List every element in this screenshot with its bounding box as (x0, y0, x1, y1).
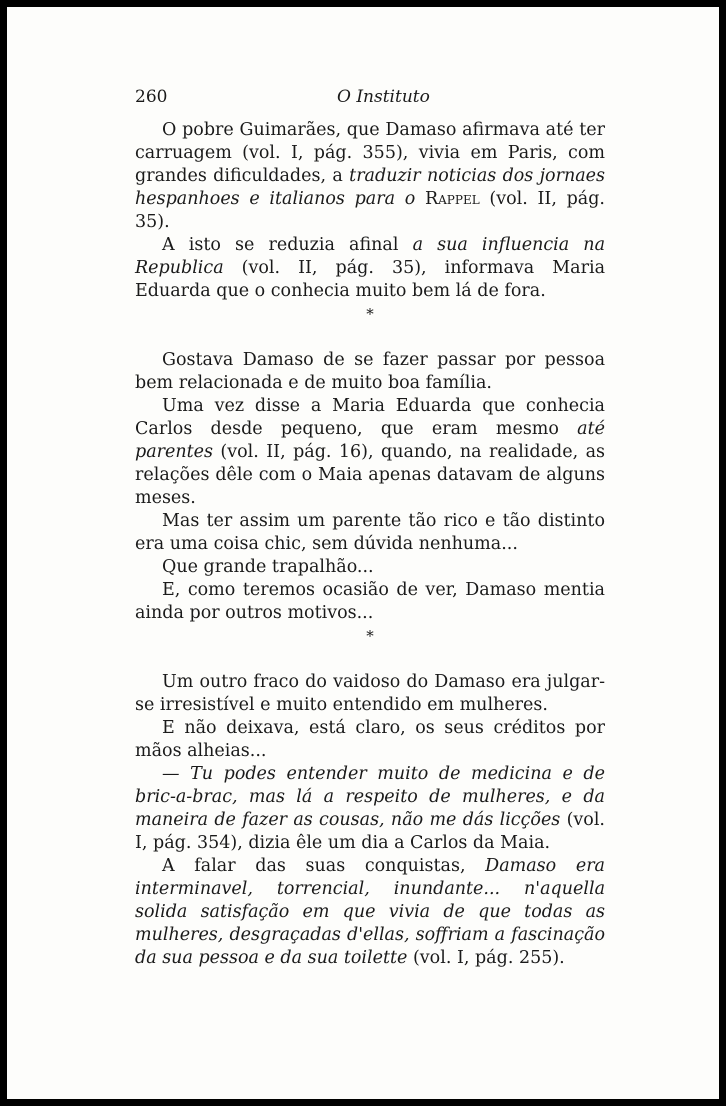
page-header (135, 87, 607, 111)
body-text (135, 119, 605, 970)
paragraph: Mas ter assim um parente tão rico e tão distinto era uma coisa chic, sem dúvida nenhuma... (135, 511, 605, 554)
paragraph: Que grande trapalhão... (162, 557, 374, 577)
paragraph: A isto se reduzia afinal a sua influencia na Republica (vol. II, pág. 35), informava Maria Eduarda que o conhecia muito bem lá de fora. (135, 235, 606, 301)
paragraph: E não deixava, está claro, os seus créditos por mãos alheias... (135, 718, 605, 761)
book-page (7, 7, 719, 1099)
section-separator: * (366, 305, 374, 323)
paragraph: — Tu podes entender muito de medicina e de bric-a-brac, mas lá a respeito de mulheres, e da maneira de fazer as cousas, não me dás licções (vol. I, pág. 354), dizia êle um dia a Carlos da Maia. (135, 764, 605, 853)
paragraph: E, como teremos ocasião de ver, Damaso mentia ainda por outros motivos... (135, 580, 605, 623)
running-title: O Instituto (337, 87, 430, 107)
paragraph: Um outro fraco do vaidoso do Damaso era julgar-se irresistível e muito entendido em mulheres. (135, 672, 605, 715)
paragraph: O pobre Guimarães, que Damaso afirmava até ter carruagem (vol. I, pág. 355), vivia em Paris, com grandes dificuldades, a traduzir noticias dos jornaes hespanhoes e italianos para o Rappel (vol. II, pág. 35). (135, 120, 606, 232)
section-separator: * (366, 627, 374, 645)
paragraph: A falar das suas conquistas, Damaso era interminavel, torrencial, inundante... n'aquella solida satisfação em que vivia de que todas as mulheres, desgraçadas d'ellas, soffriam a fascinação da sua pessoa e da sua toilette (vol. I, pág. 255). (135, 856, 605, 968)
page-number: 260 (135, 87, 168, 107)
paragraph: Uma vez disse a Maria Eduarda que conhecia Carlos desde pequeno, que eram mesmo até parentes (vol. II, pág. 16), quando, na realidade, as relações dêle com o Maia apenas datavam de alguns meses. (135, 396, 605, 508)
paragraph: Gostava Damaso de se fazer passar por pessoa bem relacionada e de muito boa família. (135, 350, 605, 393)
